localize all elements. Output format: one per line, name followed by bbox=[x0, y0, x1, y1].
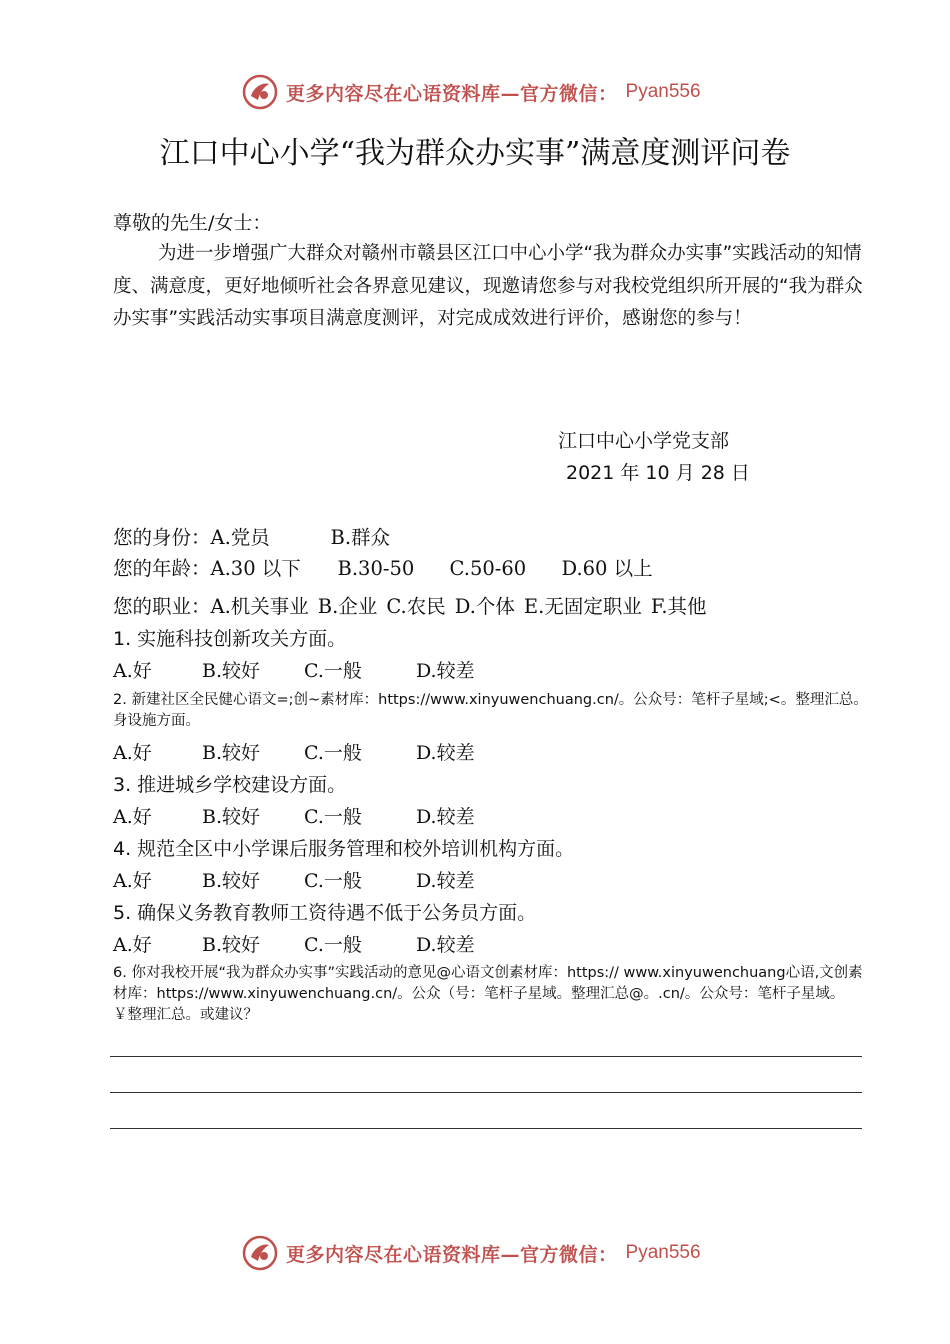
answer-line[interactable] bbox=[110, 1128, 862, 1129]
signature-org: 江口中心小学党支部 bbox=[558, 430, 730, 452]
job-option[interactable]: F.其他 bbox=[650, 595, 707, 618]
choice-average[interactable]: C.一般 bbox=[304, 660, 362, 682]
banner-wechat: Pyan556 bbox=[625, 1242, 701, 1263]
question-6: 6. 你对我校开展“我为群众办实事”实践活动的意见@心语文创素材库：https:// www.xinyuwenchuang心语,文创素材库：https://www.xinyuwenchuang.cn/。公众（号：笔杆子星域。整理汇总@。.cn/。公众号：笔杆子星域。￥整理汇总。或建议？ bbox=[113, 965, 863, 1023]
age-option[interactable]: D.60 以上 bbox=[561, 557, 653, 580]
question-3: 3. 推进城乡学校建设方面。 bbox=[113, 774, 347, 796]
page-title: 江口中心小学“我为群众办实事”满意度测评问卷 bbox=[159, 136, 791, 171]
logo-icon bbox=[242, 1235, 278, 1271]
choice-fairly-good[interactable]: B.较好 bbox=[202, 934, 261, 956]
age-row bbox=[113, 553, 653, 581]
greeting: 尊敬的先生/女士： bbox=[113, 212, 272, 234]
answer-line[interactable] bbox=[110, 1092, 862, 1093]
choice-poor[interactable]: D.较差 bbox=[416, 660, 475, 682]
identity-option[interactable]: B.群众 bbox=[330, 526, 391, 549]
job-option[interactable]: A.机关事业 bbox=[210, 595, 309, 618]
choice-good[interactable]: A.好 bbox=[113, 934, 152, 956]
job-option[interactable]: B.企业 bbox=[317, 595, 378, 618]
choice-good[interactable]: A.好 bbox=[113, 870, 152, 892]
age-label: 您的年龄： bbox=[113, 557, 211, 580]
choice-poor[interactable]: D.较差 bbox=[416, 806, 475, 828]
signature-date: 2021 年 10 月 28 日 bbox=[566, 462, 750, 484]
banner-text: 更多内容尽在心语资料库—官方微信： bbox=[286, 82, 618, 105]
identity-row bbox=[113, 522, 390, 550]
job-option[interactable]: C.农民 bbox=[386, 595, 446, 618]
choice-poor[interactable]: D.较差 bbox=[416, 934, 475, 956]
intro-paragraph: 为进一步增强广大群众对赣州市赣县区江口中心小学“我为群众办实事”实践活动的知情度、满意度，更好地倾听社会各界意见建议，现邀请您参与对我校党组织所开展的“我为群众办实事”实践活动实事项目满意度测评，对完成成效进行评价，感谢您的参与！ bbox=[113, 243, 863, 329]
identity-option[interactable]: A.党员 bbox=[210, 526, 270, 549]
choice-good[interactable]: A.好 bbox=[113, 742, 152, 764]
question-5-choices bbox=[113, 930, 475, 957]
choice-average[interactable]: C.一般 bbox=[304, 870, 362, 892]
job-row bbox=[113, 591, 707, 619]
age-option[interactable]: C.50-60 bbox=[449, 557, 527, 580]
job-option[interactable]: E.无固定职业 bbox=[523, 595, 642, 618]
choice-average[interactable]: C.一般 bbox=[304, 742, 362, 764]
choice-fairly-good[interactable]: B.较好 bbox=[202, 660, 261, 682]
question-5: 5. 确保义务教育教师工资待遇不低于公务员方面。 bbox=[113, 902, 537, 924]
answer-line[interactable] bbox=[110, 1056, 862, 1057]
question-1: 1. 实施科技创新攻关方面。 bbox=[113, 628, 347, 650]
job-label: 您的职业： bbox=[113, 595, 211, 618]
question-2-choices bbox=[113, 738, 475, 765]
top-banner bbox=[242, 72, 701, 112]
choice-fairly-good[interactable]: B.较好 bbox=[202, 742, 261, 764]
banner-wechat: Pyan556 bbox=[625, 81, 701, 102]
choice-fairly-good[interactable]: B.较好 bbox=[202, 870, 261, 892]
question-4: 4. 规范全区中小学课后服务管理和校外培训机构方面。 bbox=[113, 838, 575, 860]
age-option[interactable]: A.30 以下 bbox=[210, 557, 301, 580]
banner-text: 更多内容尽在心语资料库—官方微信： bbox=[286, 1243, 618, 1266]
choice-poor[interactable]: D.较差 bbox=[416, 742, 475, 764]
choice-good[interactable]: A.好 bbox=[113, 660, 152, 682]
choice-average[interactable]: C.一般 bbox=[304, 934, 362, 956]
bottom-banner bbox=[242, 1233, 701, 1273]
age-option[interactable]: B.30-50 bbox=[337, 557, 415, 580]
job-option[interactable]: D.个体 bbox=[454, 595, 515, 618]
choice-average[interactable]: C.一般 bbox=[304, 806, 362, 828]
identity-label: 您的身份： bbox=[113, 526, 211, 549]
choice-fairly-good[interactable]: B.较好 bbox=[202, 806, 261, 828]
question-4-choices bbox=[113, 866, 475, 893]
choice-good[interactable]: A.好 bbox=[113, 806, 152, 828]
choice-poor[interactable]: D.较差 bbox=[416, 870, 475, 892]
logo-icon bbox=[242, 74, 278, 110]
question-1-choices bbox=[113, 656, 475, 683]
question-3-choices bbox=[113, 802, 475, 829]
question-2: 2. 新建社区全民健心语文=;创~素材库：https://www.xinyuwenchuang.cn/。公众号：笔杆子星域;<。整理汇总。身设施方面。 bbox=[113, 692, 868, 729]
